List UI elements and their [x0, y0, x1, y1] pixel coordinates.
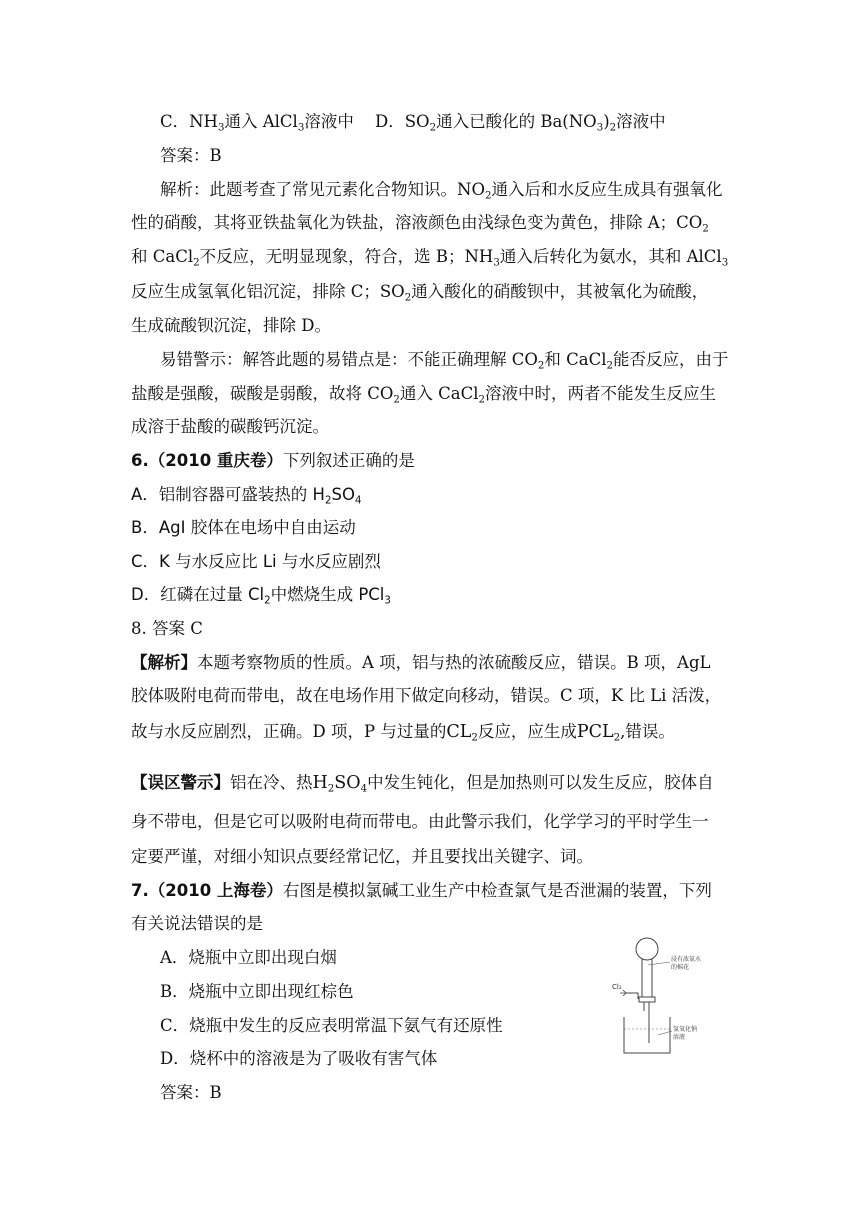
flask-label-1: 浸有浓氨水 — [671, 956, 702, 963]
apparatus-figure — [608, 935, 726, 1060]
q6-option-a: A．铝制容器可盛装热的 $H_2SO_4$ — [131, 485, 362, 507]
beaker — [624, 1017, 670, 1053]
stopper — [639, 997, 655, 1002]
flask-bulb — [636, 938, 658, 960]
q7-option-a: A．烧瓶中立即出现白烟 — [160, 948, 337, 967]
q7-number: 7.（2010 上海卷） — [131, 881, 283, 900]
q6-number: 6.（2010 重庆卷） — [131, 451, 283, 470]
analysis-tag: 【解析】 — [131, 653, 197, 672]
beaker-label-2: 溶液 — [673, 1034, 686, 1041]
q7-stem-2: 有关说法错误的是 — [131, 914, 263, 933]
q6-option-d: D．红磷在过量 $Cl_2$中燃烧生成 PCl$_3$ — [131, 585, 391, 607]
q6-warning-line-2: 身不带电，但是它可以吸附电荷而带电。由此警示我们，化学学习的平时学生一 — [131, 812, 709, 831]
inlet-tube — [626, 993, 638, 999]
q7-answer: 答案：B — [160, 1083, 222, 1102]
q6-analysis-line-1: 【解析】本题考察物质的性质。A 项，铝与热的浓硫酸反应，错误。B 项，AgL — [131, 653, 711, 672]
q7-option-c: C．烧瓶中发生的反应表明常温下氨气有还原性 — [160, 1016, 503, 1035]
warning-tag: 【误区警示】 — [131, 773, 230, 792]
beaker-label-1: 氢氧化钠 — [673, 1026, 698, 1033]
cotton-pointer — [648, 962, 670, 965]
q5-warning-line-3: 成溶于盐酸的碳酸钙沉淀。 — [131, 417, 329, 436]
q5-analysis-line-2: 性的硝酸，其将亚铁盐氧化为铁盐，溶液颜色由浅绿色变为黄色，排除 A；$CO_2$ — [131, 213, 709, 235]
q5-analysis-line-4: 反应生成氢氧化铝沉淀，排除 C；$SO_2$通入酸化的硝酸钡中，其被氧化为硫酸， — [131, 282, 709, 304]
gas-label: Cl₂ — [612, 983, 622, 991]
q7-stem: 右图是模拟氯碱工业生产中检查氯气是否泄漏的装置，下列 — [282, 881, 712, 900]
q6-option-b: B．AgI 胶体在电场中自由运动 — [131, 518, 356, 537]
q6-answer: 8. 答案 C — [131, 619, 203, 638]
q6-heading — [131, 449, 415, 473]
q7-option-d: D．烧杯中的溶液是为了吸收有害气体 — [160, 1049, 438, 1068]
flask-label-2: 的棉花 — [671, 964, 690, 971]
q5-warning-line-1: 易错警示：解答此题的易错点是：不能正确理解 $CO_2$和 CaCl$_2$能否反应，由于 — [160, 350, 729, 372]
q6-option-c: C．K 与水反应比 Li 与水反应剧烈 — [131, 552, 381, 571]
q5-option-c: C．$NH_3$通入 AlCl$_3$溶液中 — [160, 112, 354, 134]
q5-analysis-line-1: 解析：此题考查了常见元素化合物知识。$NO_2$通入后和水反应生成具有强氧化 — [160, 180, 723, 202]
q7-option-b: B．烧瓶中立即出现红棕色 — [160, 982, 354, 1001]
q5-warning-line-2: 盐酸是强酸，碳酸是弱酸，故将 $CO_2$通入 CaCl$_2$溶液中时，两者不能发生反应生 — [131, 384, 717, 406]
q5-analysis-line-3: 和 CaCl$_2$不反应，无明显现象，符合，选 B；$NH_3$通入后转化为氨水，其和 AlCl$_3$ — [131, 247, 729, 269]
q7-heading — [131, 879, 712, 903]
outlet-tube — [644, 1002, 649, 1043]
q6-analysis-line-2: 胶体吸附电荷而带电，故在电场作用下做定向移动，错误。C 项，K 比 Li 活泼， — [131, 686, 722, 705]
q6-stem: 下列叙述正确的是 — [282, 451, 415, 470]
q6-warning-line-3: 定要严谨，对细小知识点要经常记忆，并且要找出关键字、词。 — [131, 847, 593, 866]
q6-warning-line-1: 【误区警示】铝在冷、热$H_2SO_4$中发生钝化，但是加热则可以发生反应，胶体自 — [131, 773, 714, 795]
q5-option-d: D．$SO_2$通入已酸化的 $Ba(NO_3)_2$溶液中 — [375, 112, 666, 134]
q6-analysis-line-3: 故与水反应剧烈，正确。D 项，P 与过量的$CL_2$反应，应生成$PCL_2$,错误。 — [131, 722, 675, 744]
q5-answer: 答案：B — [160, 146, 222, 165]
q5-analysis-line-5: 生成硫酸钡沉淀，排除 D。 — [131, 316, 331, 335]
